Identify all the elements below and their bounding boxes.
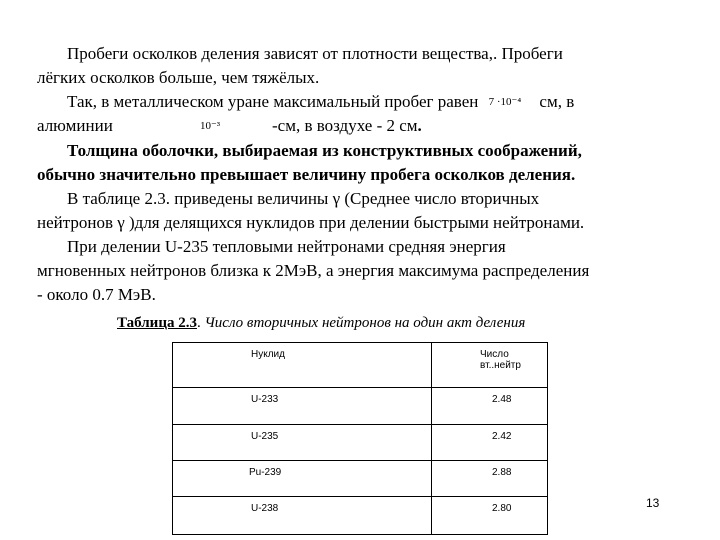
table-cell: 2.42 [432,425,548,461]
text-span: . [417,116,422,135]
table-header-row [173,343,548,388]
text-line: Пробеги осколков деления зависят от плотности вещества,. Пробеги [67,44,563,63]
table-cell: 2.88 [432,461,548,497]
text-line [37,114,113,138]
text-line: В таблице 2.3. приведены величины γ (Среднее число вторичных [67,189,540,208]
table-cell: 2.48 [432,388,548,425]
text-line: лёгких осколков больше, чем тяжёлых. [37,68,320,87]
neutron-table [172,342,548,535]
text-line: обычно значительно превышает величину пробега осколков деления. [37,165,576,184]
table-cell: 2.80 [432,497,548,535]
page-number: 13 [646,496,660,510]
text-line: нейтронов γ )для делящихся нуклидов при делении быстрыми нейтронами. [37,213,585,232]
table-cell: U-235 [173,425,432,461]
header-cell: Число вт..нейтр [432,343,548,388]
table-caption [117,315,525,332]
caption-title: Число вторичных нейтронов на один акт деления [204,315,526,331]
text-line: - около 0.7 МэВ. [37,285,156,304]
caption-label: Таблица 2.3 [117,315,197,331]
table-row [173,425,548,461]
text-line: Толщина оболочки, выбираемая из конструктивных соображений, [67,141,582,160]
text-line [67,90,574,114]
table-row [173,497,548,535]
header-cell: Нуклид [173,343,432,388]
text-span: -см, в воздухе - 2 см [272,116,418,135]
table-cell: U-238 [173,497,432,535]
caption-separator: . [196,315,205,331]
formula-line [200,114,220,138]
table-row [173,388,548,425]
table-cell: U-233 [173,388,432,425]
text-line: мгновенных нейтронов близка к 2МэВ, а энергия максимума распределения [37,261,590,280]
text-span: алюминии [37,116,113,135]
table-row [173,461,548,497]
text-line: При делении U-235 тепловыми нейтронами средняя энергия [67,237,506,256]
formula: 10⁻³ [200,120,221,132]
table-cell: Pu-239 [173,461,432,497]
text-span: Так, в металлическом уране максимальный пробег равен [67,92,479,111]
formula: 7 ·10⁻⁴ [488,96,522,108]
text-line [272,114,422,138]
text-span: см, в [539,92,575,111]
